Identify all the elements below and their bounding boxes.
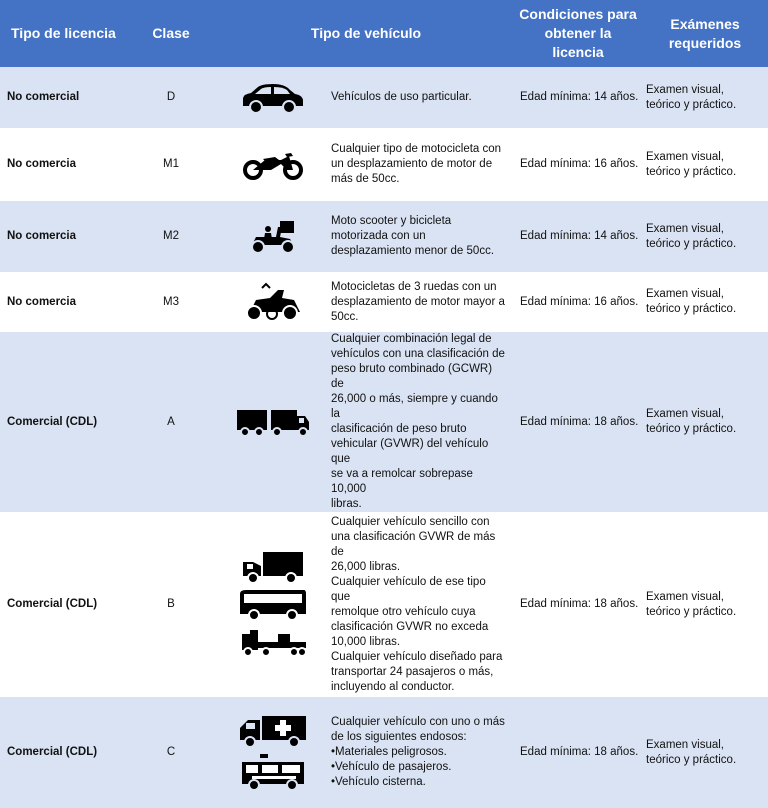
vehicle-description-cell <box>328 512 514 697</box>
vehicle-description-line: más de 50cc. <box>331 173 400 185</box>
exams-line: Examen visual, <box>646 738 724 751</box>
table-row <box>0 128 768 201</box>
vehicle-icon-cell <box>218 201 328 272</box>
vehicle-description-line: •Vehículo de pasajeros. <box>331 761 452 773</box>
scooter-icon <box>246 219 300 255</box>
vehicle-description-line: clasificación de peso bruto <box>331 423 467 435</box>
box-truck-icon <box>241 550 305 584</box>
vehicle-description-line: desplazamiento de motor mayor a <box>331 295 505 308</box>
conditions-cell: Edad mínima: 14 años. <box>514 201 642 272</box>
flatbed-truck-icon <box>238 626 308 660</box>
exams-cell <box>642 201 768 272</box>
license-type-cell: Comercial (CDL) <box>0 697 124 808</box>
class-cell: M3 <box>124 272 218 332</box>
license-type-cell: Comercial (CDL) <box>0 332 124 512</box>
vehicle-description-cell <box>328 128 514 201</box>
vehicle-description-line: 10,000 libras. <box>331 635 401 648</box>
exams-line: Examen visual, <box>646 150 724 163</box>
vehicle-description-line: Cualquier vehículo sencillo con <box>331 515 490 528</box>
vehicle-description-line: transportar 24 pasajeros o más, <box>331 665 494 678</box>
class-cell: C <box>124 697 218 808</box>
vehicle-description-line: vehicular (GVWR) del vehículo que <box>331 438 489 465</box>
vehicle-description-line: Moto scooter y bicicleta <box>331 215 452 227</box>
header-license-type: Tipo de licencia <box>0 0 124 67</box>
vehicle-icon-cell <box>218 512 328 697</box>
vehicle-description-cell <box>328 201 514 272</box>
conditions-cell: Edad mínima: 18 años. <box>514 697 642 808</box>
vehicle-description-line: •Materiales peligrosos. <box>331 746 447 758</box>
motorcycle-icon <box>241 150 305 180</box>
exams-cell <box>642 128 768 201</box>
vehicle-description-line: de los siguientes endosos: <box>331 731 467 743</box>
class-cell: B <box>124 512 218 697</box>
vehicle-description-line: libras. <box>331 498 362 510</box>
license-type-cell: No comercia <box>0 272 124 332</box>
exams-line: teórico y práctico. <box>646 303 737 315</box>
vehicle-description-line: Cualquier tipo de motocicleta con <box>331 143 502 155</box>
license-type-cell: Comercial (CDL) <box>0 512 124 697</box>
vehicle-icon-cell <box>218 272 328 332</box>
exams-line: teórico y práctico. <box>646 423 737 435</box>
vehicle-icon-cell <box>218 332 328 512</box>
vehicle-description-line: Cualquier vehículo con uno o más <box>331 716 505 728</box>
vehicle-description-line: •Vehículo cisterna. <box>331 776 426 788</box>
vehicle-description-line: un desplazamiento de motor de <box>331 158 493 170</box>
vehicle-description-line: incluyendo al conductor. <box>331 680 455 693</box>
vehicle-description-cell <box>328 67 514 128</box>
exams-line: teórico y práctico. <box>646 165 737 178</box>
conditions-cell: Edad mínima: 18 años. <box>514 332 642 512</box>
exams-cell <box>642 272 768 332</box>
conditions-cell: Edad mínima: 14 años. <box>514 67 642 128</box>
header-vehicle-type: Tipo de vehículo <box>218 0 514 67</box>
vehicle-description-cell <box>328 272 514 332</box>
class-cell: M1 <box>124 128 218 201</box>
vehicle-description-line: 26,000 libras. <box>331 560 401 573</box>
vehicle-description-line: clasificación GVWR no exceda <box>331 620 489 633</box>
class-cell: D <box>124 67 218 128</box>
table-row <box>0 272 768 332</box>
table-row <box>0 512 768 697</box>
vehicle-description-line: peso bruto combinado (GCWR) de <box>331 363 493 390</box>
license-type-cell: No comercia <box>0 201 124 272</box>
exams-line: teórico y práctico. <box>646 98 737 111</box>
table-row <box>0 67 768 128</box>
hazmat-van-icon <box>238 752 308 792</box>
header-conditions: Condiciones para obtener la licencia <box>514 0 642 67</box>
vehicle-description-line: desplazamiento menor de 50cc. <box>331 245 495 257</box>
exams-line: Examen visual, <box>646 222 724 235</box>
conditions-cell: Edad mínima: 18 años. <box>514 512 642 697</box>
vehicle-description-line: 50cc. <box>331 310 359 323</box>
vehicle-description-line: una clasificación GVWR de más de <box>331 530 496 558</box>
exams-cell <box>642 697 768 808</box>
conditions-cell: Edad mínima: 16 años. <box>514 128 642 201</box>
vehicle-icon-cell <box>218 697 328 808</box>
table-row <box>0 201 768 272</box>
header-row <box>0 0 768 67</box>
bus-icon <box>238 588 308 622</box>
vehicle-description-cell <box>328 697 514 808</box>
vehicle-description-line: Vehículos de uso particular. <box>331 91 472 103</box>
vehicle-description-line: motorizada con un <box>331 230 426 242</box>
exams-line: Examen visual, <box>646 590 724 603</box>
vehicle-description-line: Cualquier combinación legal de <box>331 333 492 345</box>
class-cell: A <box>124 332 218 512</box>
exams-line: Examen visual, <box>646 408 724 420</box>
exams-line: teórico y práctico. <box>646 237 737 250</box>
license-type-cell: No comercia <box>0 128 124 201</box>
vehicle-description-line: Cualquier vehículo de ese tipo que <box>331 575 486 603</box>
class-cell: M2 <box>124 201 218 272</box>
exams-line: Examen visual, <box>646 288 724 300</box>
vehicle-description-line: vehículos con una clasificación de <box>331 348 505 360</box>
vehicle-description-line: 26,000 o más, siempre y cuando la <box>331 393 498 420</box>
vehicle-description-line: se va a remolcar sobrepase 10,000 <box>331 468 473 495</box>
exams-line: teórico y práctico. <box>646 753 737 766</box>
conditions-cell: Edad mínima: 16 años. <box>514 272 642 332</box>
table-row <box>0 332 768 512</box>
table-row <box>0 697 768 808</box>
exams-cell <box>642 67 768 128</box>
car-icon <box>241 82 305 114</box>
exams-line: Examen visual, <box>646 83 724 96</box>
three-wheeler-icon <box>242 282 304 322</box>
exams-cell <box>642 512 768 697</box>
vehicle-description-line: remolque otro vehículo cuya <box>331 605 476 618</box>
vehicle-description-line: Motocicletas de 3 ruedas con un <box>331 280 497 293</box>
exams-line: teórico y práctico. <box>646 605 737 618</box>
vehicle-description-line: Cualquier vehículo diseñado para <box>331 650 503 663</box>
license-type-cell: No comercial <box>0 67 124 128</box>
exams-cell <box>642 332 768 512</box>
vehicle-icon-cell <box>218 67 328 128</box>
header-exams: Exámenes requeridos <box>642 0 768 67</box>
vehicle-description-cell <box>328 332 514 512</box>
ambulance-icon <box>238 714 308 748</box>
header-class: Clase <box>124 0 218 67</box>
vehicle-icon-cell <box>218 128 328 201</box>
truck-trailer-icon <box>235 406 311 438</box>
